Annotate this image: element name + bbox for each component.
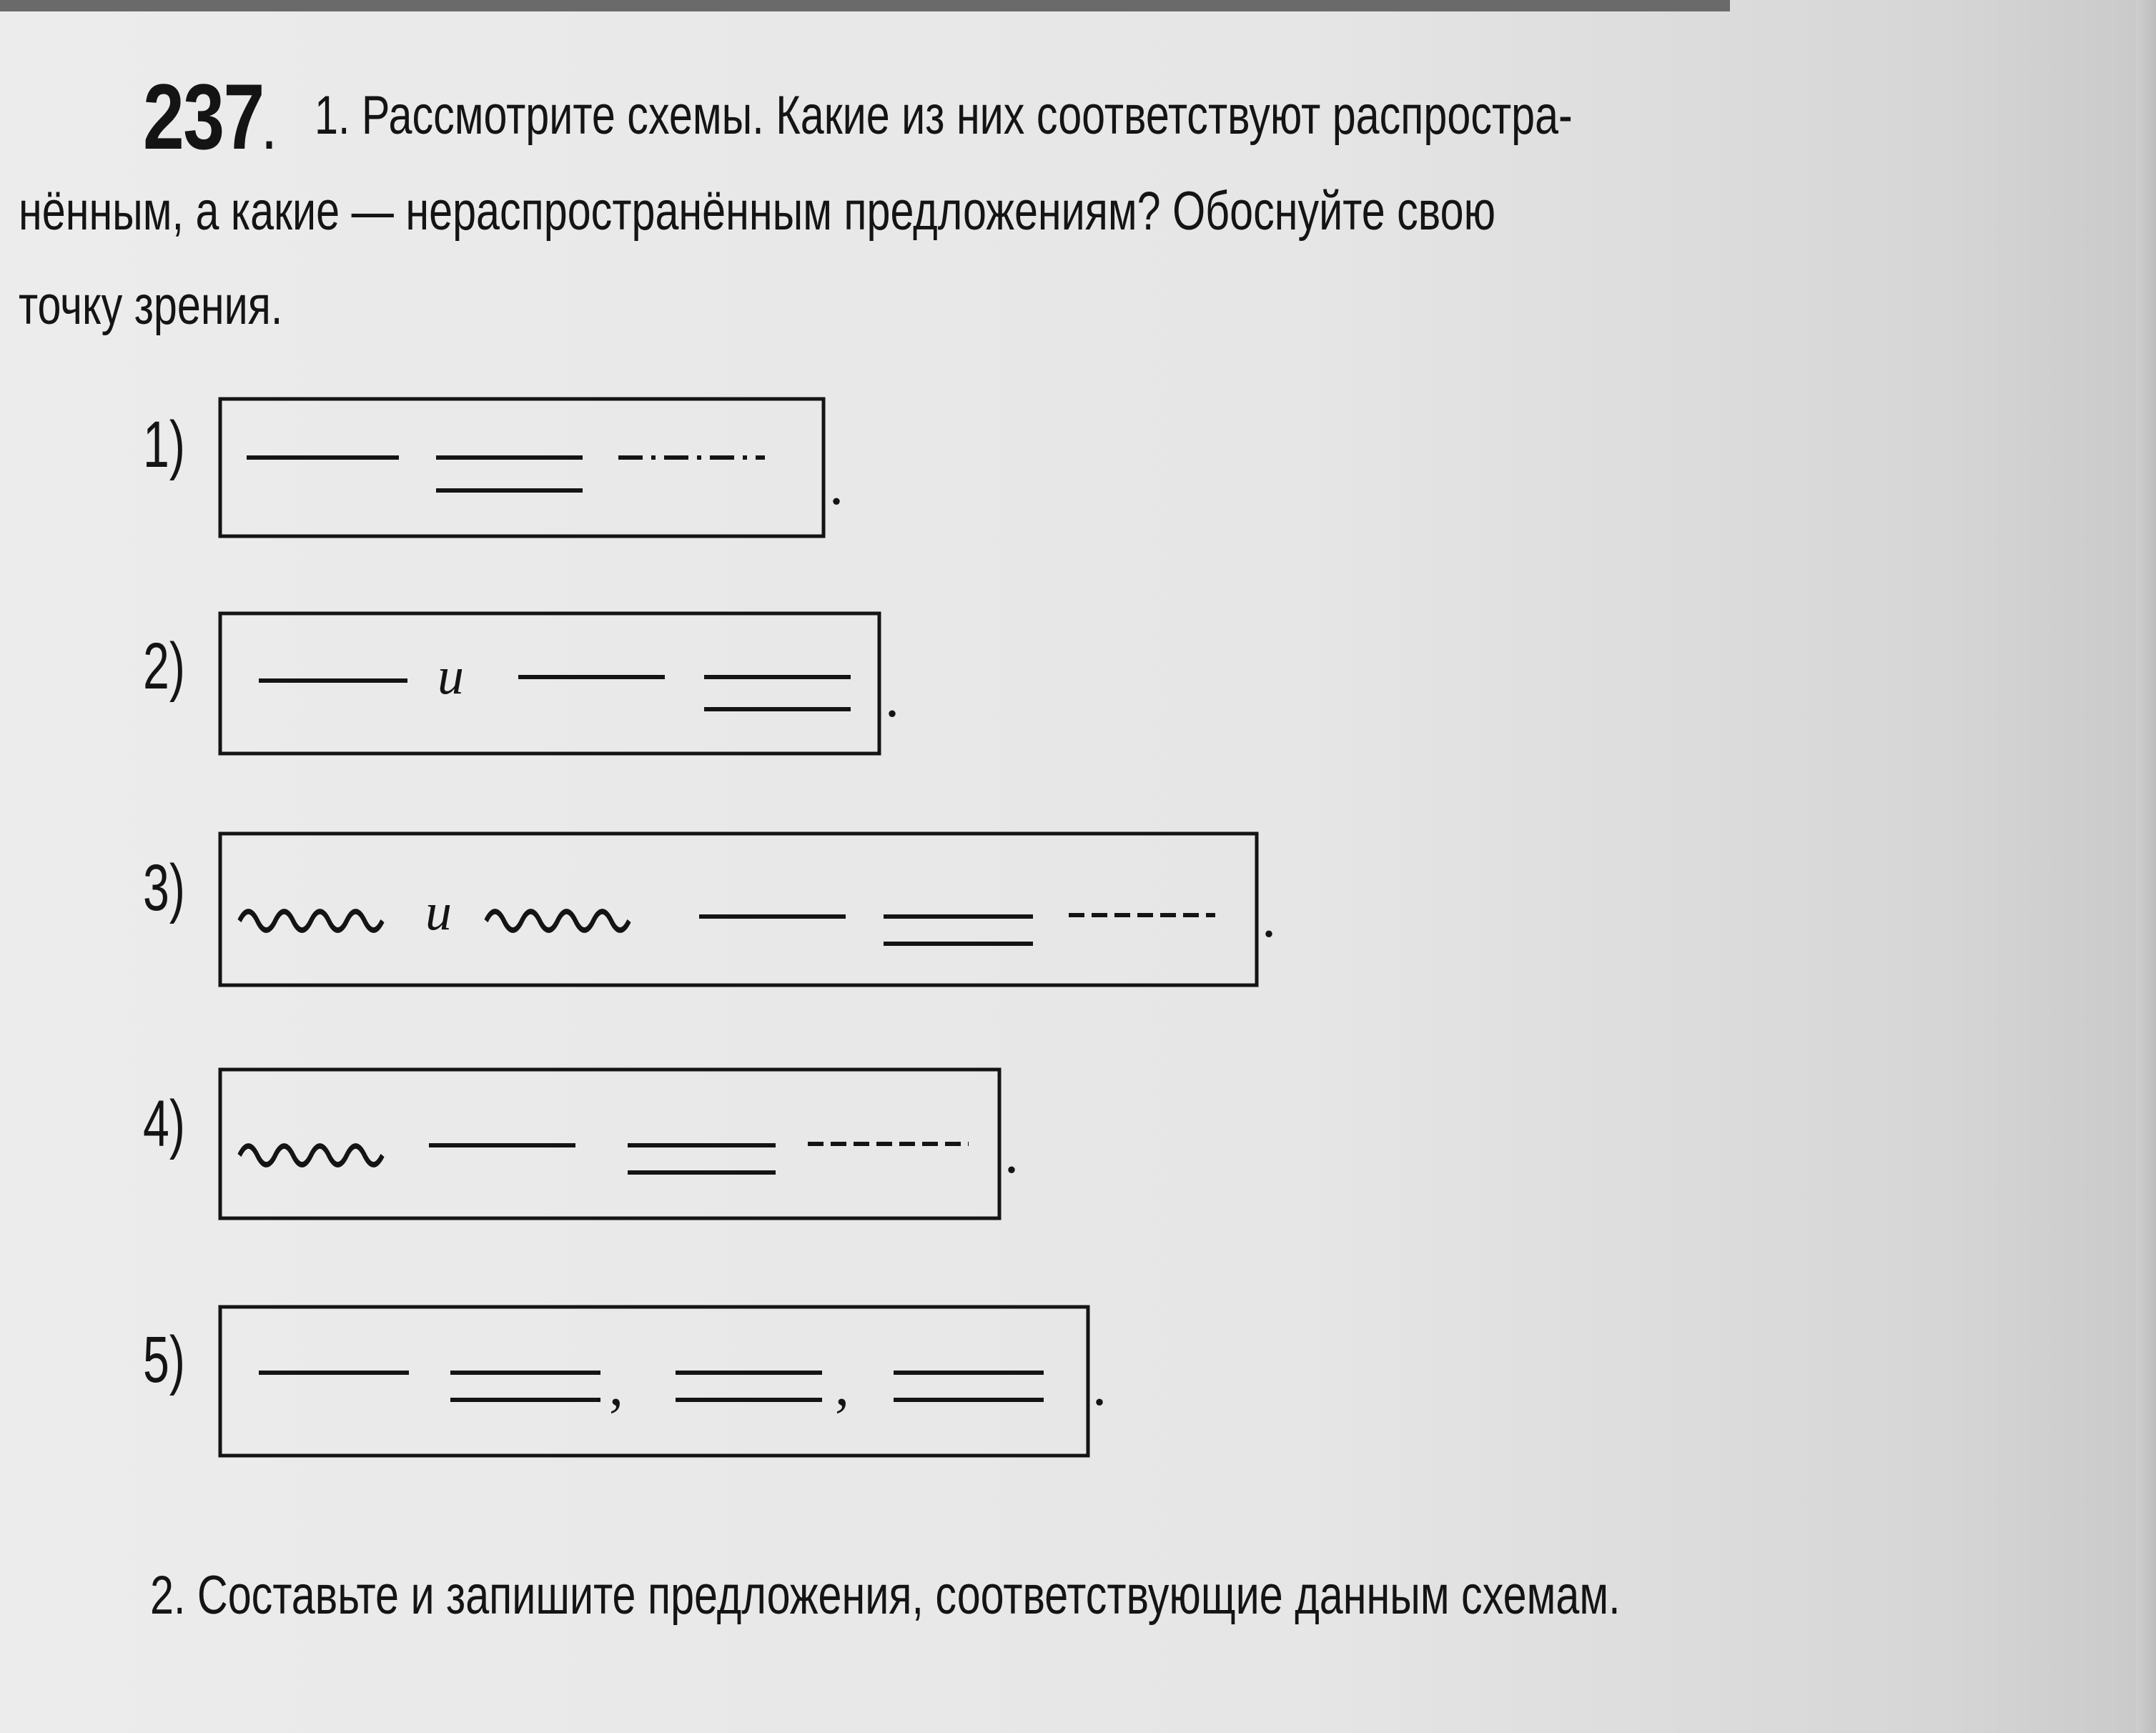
scheme-2-conjunction: и xyxy=(437,647,464,706)
scheme-4-period: . xyxy=(1004,1122,1019,1185)
scheme-4-label: 4) xyxy=(143,1087,185,1160)
attribute-wave xyxy=(486,912,629,930)
attribute-wave xyxy=(239,912,382,930)
task-1-text-line-2: нённым, а какие — нераспространённым предложениям? Обоснуйте свою xyxy=(19,181,1496,242)
scheme-1-frame xyxy=(220,399,824,536)
scheme-3-label: 3) xyxy=(143,851,185,924)
exercise-number: 237. xyxy=(143,64,274,169)
scheme-2-frame xyxy=(220,613,879,754)
scheme-5-label: 5) xyxy=(143,1323,185,1396)
scheme-2-label: 2) xyxy=(143,630,185,703)
scheme-3-frame xyxy=(220,834,1257,985)
scheme-3-period: . xyxy=(1262,887,1276,949)
scheme-2-period: . xyxy=(885,666,899,729)
scheme-1-period: . xyxy=(829,454,844,517)
scheme-3-conjunction: и xyxy=(425,883,452,942)
scheme-5-comma: , xyxy=(835,1355,849,1418)
attribute-wave xyxy=(239,1146,382,1165)
scheme-5-period: . xyxy=(1092,1355,1107,1418)
scheme-1-label: 1) xyxy=(143,408,185,481)
task-1-text-line-1: 1. Рассмотрите схемы. Какие из них соответствуют распростра- xyxy=(315,85,1573,146)
task-1-text-line-3: точку зрения. xyxy=(19,275,283,336)
task-2-text: 2. Составьте и запишите предложения, соответствующие данным схемам. xyxy=(150,1565,1621,1626)
scheme-5-frame xyxy=(220,1307,1088,1456)
scheme-5-comma: , xyxy=(609,1355,623,1418)
